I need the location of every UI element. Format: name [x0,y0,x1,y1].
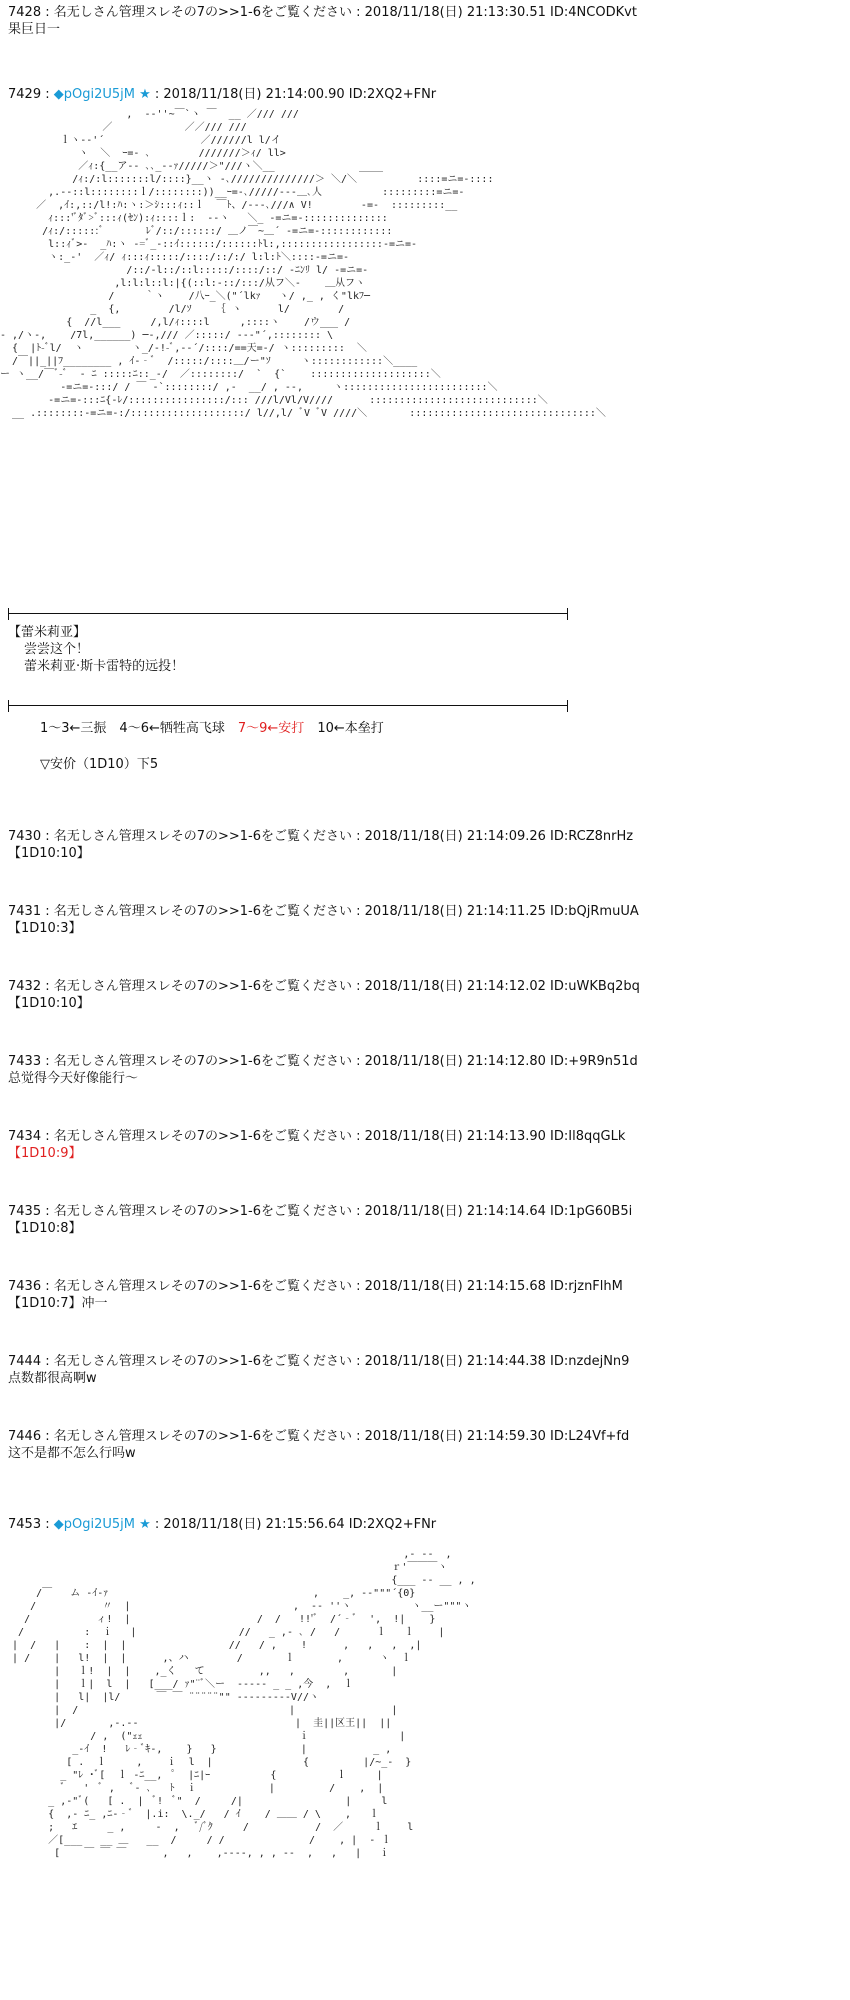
divider-ruler [8,700,568,712]
options-text: 10←本垒打 [304,721,384,736]
speaker-name: 【蕾米莉亚】 [8,625,87,640]
post-number: 7453 : [8,1517,54,1532]
dialogue-block [8,624,184,675]
post-7453 [8,1516,838,1533]
divider-ruler [8,608,568,620]
post-number: 7429 : [8,87,54,102]
post-meta: : 2018/11/18(日) 21:15:56.64 ID:2XQ2+FNr [150,1517,437,1532]
post-header: 7430 : 名无しさん管理スレその7の>>1-6をご覧ください : 2018/11/18(日) 21:14:09.26 ID:RCZ8nrHz [8,829,634,844]
post-body: 总觉得今天好像能行～ [8,1071,139,1086]
post-header: 7428 : 名无しさん管理スレその7の>>1-6をご覧ください : 2018/11/18(日) 21:13:30.51 ID:4NCODKvt [8,5,637,20]
post-header: 7435 : 名无しさん管理スレその7の>>1-6をご覧ください : 2018/11/18(日) 21:14:14.64 ID:1pG60B5i [8,1204,633,1219]
post-header: 7446 : 名无しさん管理スレその7の>>1-6をご覧ください : 2018/11/18(日) 21:14:59.30 ID:L24Vf+fd [8,1429,630,1444]
post-header [8,86,838,103]
ascii-art-batters: ,‐ -‐ , ｒ'￣￣￣ヽ {___ -- __ , , /￣ ム -ｲ-ｧ , _, -‐"""´{0} / 〃 | , -‐ ''ヽ ヽ__ー"""ヽ / ィ! | / / !!'ﾞ /´‐ﾞ ', !| } / : ｉ | // _ ,‐ ､ / / ｌ ｌ | | / | : | | // / , ! , , , ,| | / | l! | | ,、ハ / ｌ , ヽ ｌ | ｌ! | | ,_く て ,, , , | | ｌ| l | [___/ ｧ"¨ﾞ＼ー -‐‐‐‐ _ _ ,今 , ｌ | l| |l/ ￣ ￣ ¨¨¨¨¨"" ‐‐‐‐‐‐‐‐-V//ヽ | / | | |/ ,‐.‐- | 圭||区王|| || / , ("ｪｪ ｉ | _-ｲ ! ﾚ‐ﾞｷ‐, } } | _ , [ . ｌ , ｉ l | { |/~_- } _ "ﾚ ･ﾞ[ ｌ ‐ﾆ__, ﾟ |ﾆ|ｰ { ｌ | ﾞ ' ﾞ , ﾞ- ､ ﾄ ｉ | / , | _ ,-"ﾞ( [ . | ﾞ! ﾞ" / /| | l { ,‐ ﾆ_ ,ﾆ-‐ﾞ |.i: \._/ / ｲ / ＿＿ / \ , ｌ ; ｴ _ , ‐ , ﾞ/ﾞｸ / / ／ ｌ l ／[___ __ ＿ __ / / / / , | ‐ ｌ [ ￣ ￣ ￣ , , ,‐‐‐‐, , , ‐‐ , , | ｉ [12,1549,476,1859]
post-body: 【1D10:9】 [8,1146,82,1161]
post-header [8,1516,838,1533]
options-line [40,720,384,737]
ascii-art-remilia: , -‐''~￣`ヽ ￣ __ ／/// /// ／ ／／/// /// ｌヽ‐-'´ ／//////l l/イ ヽ ＼ ｰ=- ､ ///////＞ｨ/ ll> ／ｨ:{__ア-‐ ､､_‐-ｧ/////＞"///ヽ＼__ ____ /ｨ:/:l:::::::l/::::}__ヽ -､//////////////＞ ＼/＼ ::::=ニ=-:::: ,.-‐::l::::::::ｌ/::::::::))__ｰ=-､/////‐‐-＿､人 :::::::::=ニ=- ／ ,ｲ:,::/l!:ﾊ:ヽ:＞ｼ:::ｨ::ｌ ￣ﾄ、/‐‐-､///∧ V! -=- :::::::::__ ｨ:::'ﾞﾀﾞ>ﾞ:::ｨ(ｾﾝ):ｨ::::ｌ: ‐‐ヽ ＼_ -=ニ=-:::::::::::::: /ｨ:/::::::ﾞ ﾚﾞ/::/::::::/ ＿ノ￣~＿´ -=ニ=-:::::::::::: l::ｨﾞ>- _ﾊ:ヽ -=ﾞ_-::ｲ::::::/::::::ﾄl:,:::::::::::::::::-=ニ=- ヽ:_-' ／ｨ/ ｨ:::ｨ:::::/::::/::/:/ l:l:ﾄ＼::::-=ニ=- /::/-l::/::l:::::/::::/::/ ‐ﾆﾝﾘ l/ ‐=ニ=- ,l:l:l::l:|{(::l:-::/:::/从フ＼- ＿从フヽ / ｀ヽ /八ｰ_＼("´lkｧ ヽ/ ,_ , く"lkﾌ─ _ {, /l/ｿ ｛ ヽ l/ / { //l___ /,l/ｨ::::l ,::::ヽ /ウ___ / - ,/ヽ-, /7l,______) ─-,/// ／:::::/ ‐-‐"´,:::::::: \ { |ﾄ-ﾞl/ ヽ ヽ_/-!-ﾞ,-‐´/::::/==天=-/ ヽ::::::::: ＼ /￣||_||ﾌ________ , ｲ-‐ﾞ /:::::/::::＿/ー"ｿ ヽ::::::::::::＼____ ー ヽ__/￣ﾞ-ﾞ ‐ ﾆ :::::ﾆ::_-/ ／::::::::/ ` {` ::::::::::::::::::::＼ -=ニ=-:::/ / ￣ ‐`::::::::/ ,- __/ , --, ヽ::::::::::::::::::::::::＼ -=ニ=-:::ﾆ{-ﾚ/::::::::::::::::/::: ///l/Vl/V//// ::::::::::::::::::::::::::::＼ __ .::::::::-=ニ=-:/:::::::::::::::::::/ l//,l/ ﾞV ﾞV ////＼ :::::::::::::::::::::::::::::::＼ [0,109,606,419]
post-body: 【1D10:10】 [8,996,90,1011]
author-trip-link[interactable]: ◆pOgi2U5jM ★ [53,87,151,102]
post-7429 [8,86,838,103]
post-body: 【1D10:7】冲一 [8,1296,108,1311]
post-7430 [8,828,838,862]
post-7433 [8,1053,838,1087]
post-7436 [8,1278,838,1312]
options-hit: 7～9←安打 [237,721,305,736]
post-header: 7434 : 名无しさん管理スレその7の>>1-6をご覧ください : 2018/11/18(日) 21:14:13.90 ID:Il8qqGLk [8,1129,626,1144]
post-7431 [8,903,838,937]
post-7434 [8,1128,838,1162]
options-text: 1～3←三振 4～6←牺牲高飞球 [40,721,238,736]
post-header: 7432 : 名无しさん管理スレその7の>>1-6をご覧ください : 2018/11/18(日) 21:14:12.02 ID:uWKBq2bq [8,979,640,994]
post-header: 7431 : 名无しさん管理スレその7の>>1-6をご覧ください : 2018/11/18(日) 21:14:11.25 ID:bQjRmuUA [8,904,639,919]
post-body: 点数都很高啊w [8,1371,97,1386]
dialogue-line: 蕾米莉亚·斯卡雷特的远投！ [24,659,185,674]
post-meta: : 2018/11/18(日) 21:14:00.90 ID:2XQ2+FNr [150,87,437,102]
post-7432 [8,978,838,1012]
post-body: 这不是都不怎么行吗w [8,1446,136,1461]
roll-instruction: ▽安价（1D10）下5 [40,757,159,772]
author-trip-link[interactable]: ◆pOgi2U5jM ★ [53,1517,151,1532]
post-header: 7444 : 名无しさん管理スレその7の>>1-6をご覧ください : 2018/11/18(日) 21:14:44.38 ID:nzdejNn9 [8,1354,630,1369]
post-body: 【1D10:10】 [8,846,90,861]
post-7435 [8,1203,838,1237]
post-header: 7436 : 名无しさん管理スレその7の>>1-6をご覧ください : 2018/11/18(日) 21:14:15.68 ID:rjznFlhM [8,1279,623,1294]
post-body: 果巨日一 [8,22,61,37]
dialogue-line: 尝尝这个！ [24,642,90,657]
post-7446 [8,1428,838,1462]
post-7428 [8,4,838,38]
post-body: 【1D10:3】 [8,921,82,936]
post-body: 【1D10:8】 [8,1221,82,1236]
post-7444 [8,1353,838,1387]
post-header: 7433 : 名无しさん管理スレその7の>>1-6をご覧ください : 2018/11/18(日) 21:14:12.80 ID:+9R9n51d [8,1054,638,1069]
